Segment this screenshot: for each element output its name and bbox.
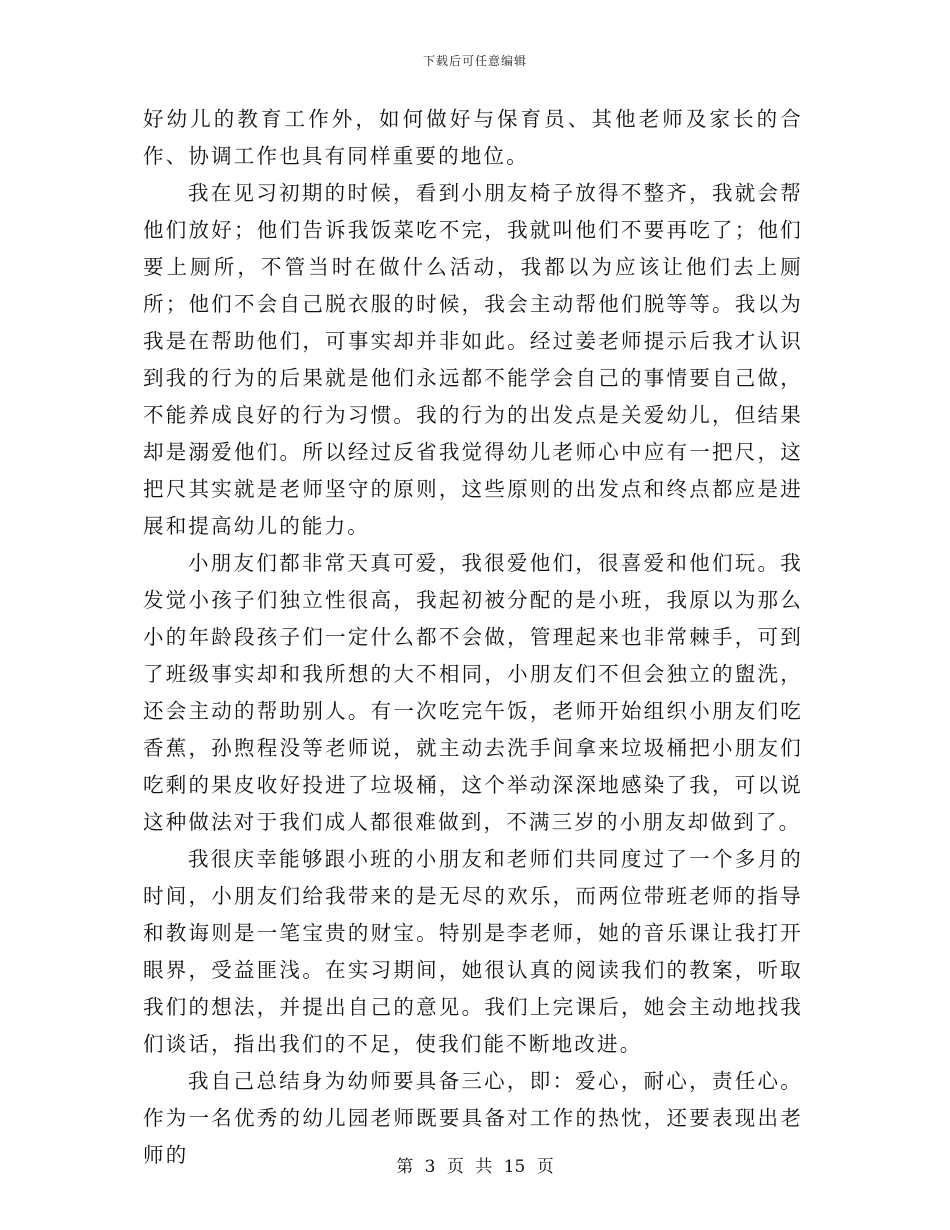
document-body [143,101,803,1174]
paragraph: 我自己总结身为幼师要具备三心，即：爱心，耐心，责任心。作为一名优秀的幼儿园老师既要具备对工作的热忱，还要表现出老师的 [143,1069,803,1167]
page-header-note: 下载后可任意编辑 [422,54,527,68]
paragraph: 小朋友们都非常天真可爱，我很爱他们，很喜爱和他们玩。我发觉小孩子们独立性很高，我起初被分配的是小班，我原以为那么小的年龄段孩子们一定什么都不会做，管理起来也非常棘手，可到了班级事实却和我所想的大不相同，小朋友们不但会独立的盥洗，还会主动的帮助别人。有一次吃完午饭，老师开始组织小朋友们吃香蕉，孙煦程没等老师说，就主动去洗手间拿来垃圾桶把小朋友们吃剩的果皮收好投进了垃圾桶，这个举动深深地感染了我，可以说这种做法对于我们成人都很难做到，不满三岁的小朋友却做到了。 [143,551,803,834]
paragraph: 我在见习初期的时候，看到小朋友椅子放得不整齐，我就会帮他们放好；他们告诉我饭菜吃不完，我就叫他们不要再吃了；他们要上厕所，不管当时在做什么活动，我都以为应该让他们去上厕所；他们不会自己脱衣服的时候，我会主动帮他们脱等等。我以为我是在帮助他们，可事实却并非如此。经过姜老师提示后我才认识到我的行为的后果就是他们永远都不能学会自己的事情要自己做，不能养成良好的行为习惯。我的行为的出发点是关爱幼儿，但结果却是溺爱他们。所以经过反省我觉得幼儿老师心中应有一把尺，这把尺其实就是老师坚守的原则，这些原则的出发点和终点都应是进展和提高幼儿的能力。 [143,181,803,538]
page-number-footer: 第 3 页 共 15 页 [396,1157,554,1177]
paragraph-continuation: 好幼儿的教育工作外，如何做好与保育员、其他老师及家长的合作、协调工作也具有同样重要的地位。 [143,107,803,168]
paragraph: 我很庆幸能够跟小班的小朋友和老师们共同度过了一个多月的时间，小朋友们给我带来的是无尽的欢乐，而两位带班老师的指导和教诲则是一笔宝贵的财宝。特别是李老师，她的音乐课让我打开眼界，受益匪浅。在实习期间，她很认真的阅读我们的教案，听取我们的想法，并提出自己的意见。我们上完课后，她会主动地找我们谈话，指出我们的不足，使我们能不断地改进。 [143,847,803,1056]
